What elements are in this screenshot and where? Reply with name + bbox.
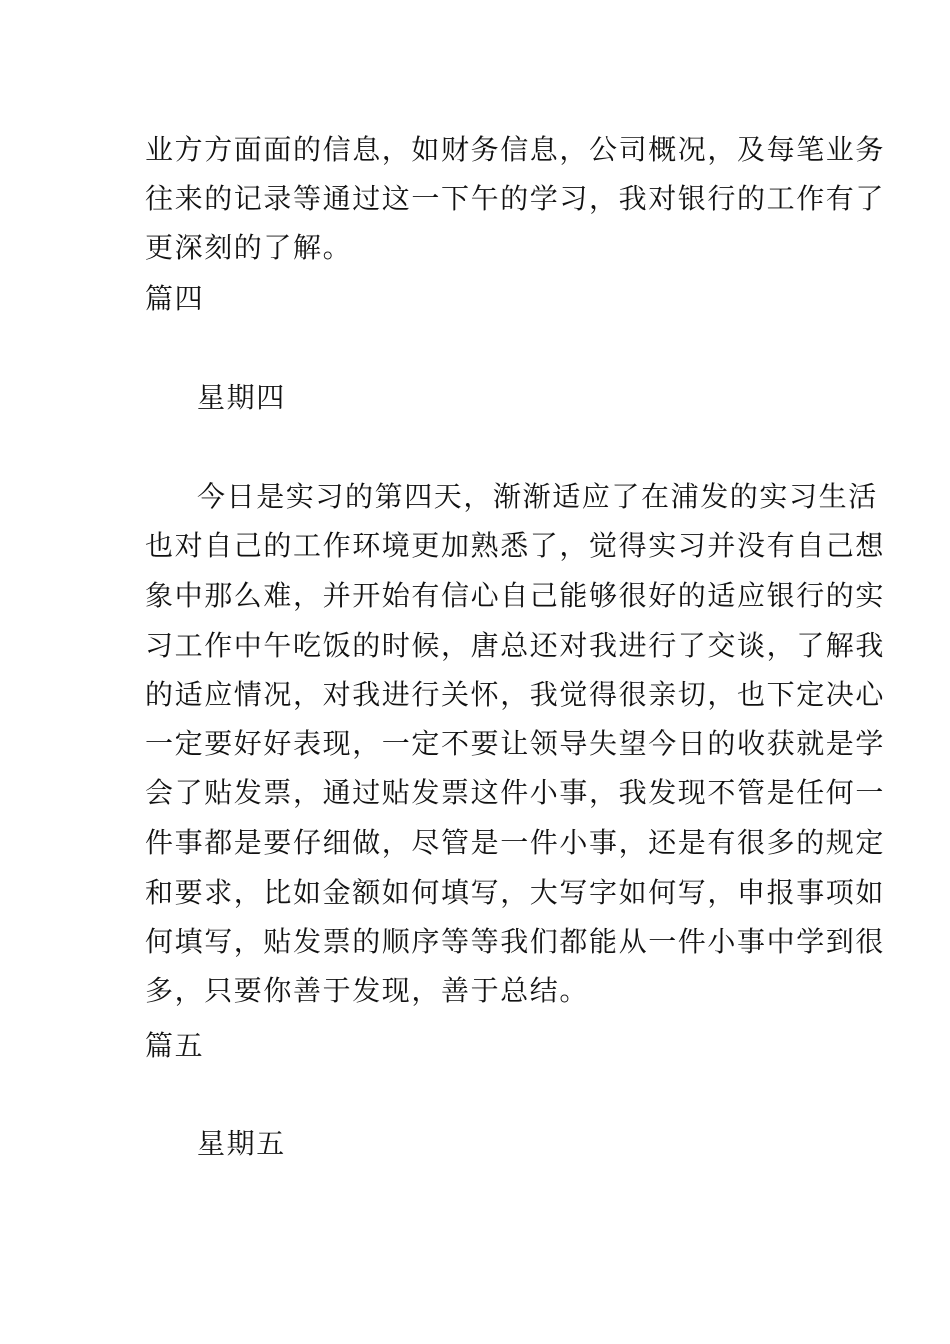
paragraph-line: 习工作中午吃饭的时候，唐总还对我进行了交谈，了解我 (145, 629, 886, 662)
paragraph-line: 多，只要你善于发现，善于总结。 (145, 974, 590, 1007)
paragraph-line: 和要求，比如金额如何填写，大写字如何写，申报事项如 (145, 876, 886, 909)
paragraph-line: 今日是实习的第四天，渐渐适应了在浦发的实习生活 (197, 480, 878, 513)
paragraph-line: 件事都是要仔细做，尽管是一件小事，还是有很多的规定 (145, 826, 886, 859)
paragraph-line: 象中那么难，并开始有信心自己能够很好的适应银行的实 (145, 579, 886, 612)
section-heading: 篇五 (145, 1029, 205, 1062)
paragraph-line: 何填写，贴发票的顺序等等我们都能从一件小事中学到很 (145, 925, 886, 958)
paragraph-line: 业方方面面的信息，如财务信息，公司概况，及每笔业务 (145, 133, 886, 166)
day-heading: 星期五 (197, 1127, 286, 1160)
paragraph-line: 会了贴发票，通过贴发票这件小事，我发现不管是任何一 (145, 776, 886, 809)
paragraph-line: 的适应情况，对我进行关怀，我觉得很亲切，也下定决心 (145, 678, 886, 711)
paragraph-line: 往来的记录等通过这一下午的学习，我对银行的工作有了 (145, 182, 886, 215)
paragraph-line: 也对自己的工作环境更加熟悉了，觉得实习并没有自己想 (145, 529, 886, 562)
paragraph-line: 更深刻的了解。 (145, 231, 353, 264)
section-heading: 篇四 (145, 282, 205, 315)
paragraph-line: 一定要好好表现，一定不要让领导失望今日的收获就是学 (145, 727, 886, 760)
day-heading: 星期四 (197, 381, 286, 414)
